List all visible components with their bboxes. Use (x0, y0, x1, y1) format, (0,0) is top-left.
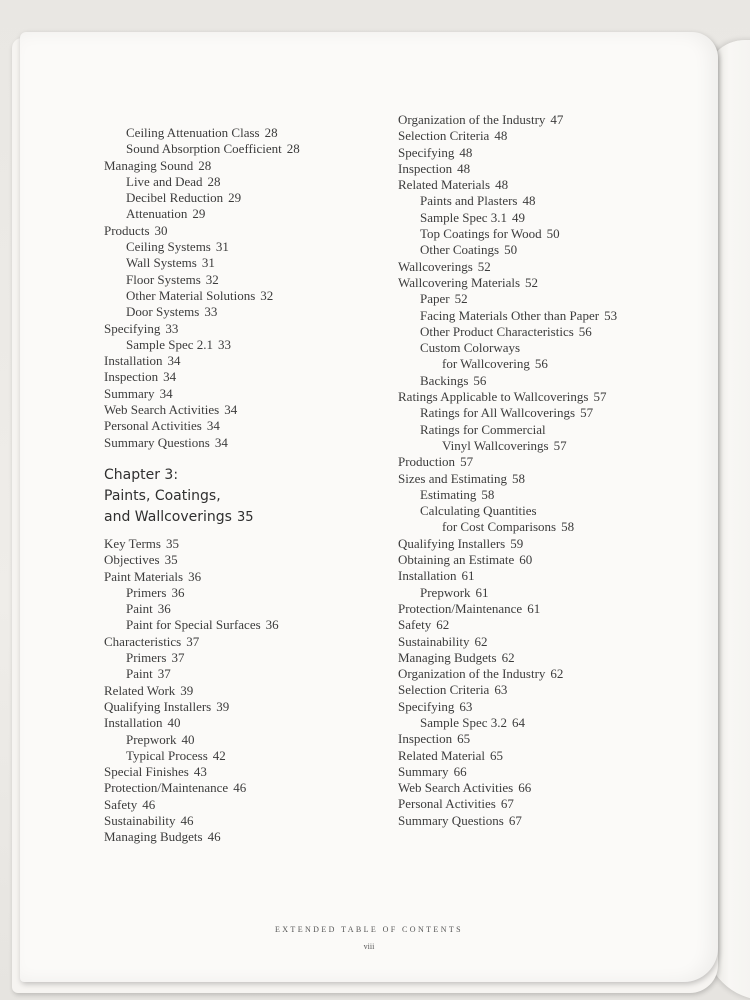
toc-entry-title: Special Finishes (104, 764, 189, 780)
toc-entry-page-number: 50 (546, 226, 560, 242)
toc-entry-page-number: 57 (593, 389, 607, 405)
toc-entry (398, 536, 698, 552)
toc-entry (398, 699, 698, 715)
toc-entry-title: Managing Budgets (104, 829, 203, 845)
toc-entry (398, 161, 698, 177)
toc-entry-title: Paints and Plasters (420, 193, 518, 209)
toc-entry (104, 418, 384, 434)
toc-entry-page-number: 34 (163, 369, 177, 385)
toc-entry (398, 389, 698, 405)
toc-entry (398, 650, 698, 666)
toc-entry-title: Managing Sound (104, 157, 194, 173)
toc-entry-title: Other Coatings (420, 242, 500, 258)
toc-entry (398, 422, 698, 438)
toc-entry-title: Sample Spec 3.1 (420, 209, 508, 225)
toc-entry (104, 813, 384, 829)
toc-entry-title: Ceiling Attenuation Class (126, 125, 260, 140)
toc-entry-page-number: 37 (186, 633, 200, 649)
toc-entry-title: Ratings for All Wallcoverings (420, 405, 576, 421)
toc-entry (104, 797, 384, 813)
toc-entry (104, 715, 384, 731)
toc-entry-title: Personal Activities (104, 418, 202, 434)
toc-entry-title: Backings (420, 372, 469, 388)
toc-entry (104, 829, 384, 845)
toc-entry (104, 337, 384, 353)
toc-entry (398, 682, 698, 698)
toc-section-before-chapter (104, 125, 384, 451)
toc-entry (104, 402, 384, 418)
toc-entry-page-number: 28 (198, 157, 212, 173)
toc-entry (104, 288, 384, 304)
toc-entry-title: Managing Budgets (398, 649, 497, 665)
toc-entry (398, 210, 698, 226)
toc-entry (104, 435, 384, 451)
toc-entry (104, 780, 384, 796)
toc-entry (104, 223, 384, 239)
chapter-heading (104, 465, 384, 528)
toc-entry (104, 666, 384, 682)
toc-entry-page-number: 43 (193, 764, 207, 780)
toc-entry (104, 255, 384, 271)
toc-entry-title: Door Systems (126, 304, 200, 320)
toc-entry (104, 190, 384, 206)
toc-entry-title: Installation (104, 715, 163, 731)
toc-entry (398, 780, 698, 796)
toc-entry (398, 471, 698, 487)
toc-entry (104, 617, 384, 633)
toc-entry-page-number: 29 (228, 190, 242, 206)
chapter-title-text: and Wallcoverings (104, 508, 232, 525)
toc-entry-page-number: 58 (512, 470, 526, 486)
toc-entry-page-number: 39 (180, 682, 194, 698)
toc-entry-page-number: 52 (454, 291, 468, 307)
toc-entry (104, 764, 384, 780)
toc-entry (398, 275, 698, 291)
toc-entry-page-number: 57 (553, 437, 567, 453)
toc-entry-title: Related Work (104, 682, 176, 698)
toc-entry-page-number: 63 (494, 682, 508, 698)
toc-entry-title: Paint (126, 601, 153, 617)
toc-entry-title: Calculating Quantities (420, 503, 537, 519)
toc-entry-page-number: 48 (495, 177, 509, 193)
toc-entry-title: Paint Materials (104, 568, 184, 584)
toc-entry-title: Sustainability (104, 812, 176, 828)
toc-entry-page-number: 36 (157, 601, 171, 617)
toc-entry-title: Sustainability (398, 633, 470, 649)
toc-entry (398, 308, 698, 324)
toc-entry-page-number: 40 (167, 715, 181, 731)
toc-entry-page-number: 65 (490, 747, 503, 763)
toc-entry-page-number: 31 (201, 255, 215, 271)
toc-entry-title: Installation (398, 568, 457, 584)
toc-entry-page-number: 62 (474, 633, 488, 649)
toc-entry-page-number: 61 (461, 568, 475, 584)
toc-entry-title: Inspection (398, 731, 453, 747)
toc-left-column (104, 125, 384, 846)
toc-entry-page-number: 34 (167, 353, 181, 369)
toc-entry-page-number: 56 (534, 356, 548, 372)
toc-entry-page-number: 34 (224, 402, 238, 418)
toc-entry (104, 683, 384, 699)
toc-entry-page-number: 46 (142, 796, 156, 812)
toc-entry-page-number: 66 (453, 763, 467, 779)
toc-entry-title: Web Search Activities (104, 402, 220, 418)
toc-entry (398, 145, 698, 161)
toc-entry-title: Paint (126, 666, 153, 682)
toc-entry-page-number: 46 (180, 812, 194, 828)
toc-entry-page-number: 42 (212, 747, 226, 763)
toc-entry (398, 438, 698, 454)
toc-entry-title: Production (398, 454, 456, 470)
toc-entry-page-number: 58 (481, 486, 495, 502)
toc-entry-title: Obtaining an Estimate (398, 552, 515, 568)
toc-entry-title: Decibel Reduction (126, 190, 224, 206)
toc-entry-title: Related Material (398, 747, 485, 763)
toc-entry-title: Primers (126, 584, 167, 600)
toc-entry (104, 634, 384, 650)
chapter-page-number: 35 (236, 509, 254, 525)
toc-right-column (398, 112, 698, 829)
toc-entry-title: Live and Dead (126, 173, 203, 189)
toc-entry-page-number: 52 (477, 258, 491, 274)
toc-entry-page-number: 56 (578, 323, 592, 339)
toc-entry (398, 552, 698, 568)
toc-entry-page-number: 62 (501, 649, 515, 665)
toc-entry-page-number: 60 (519, 552, 533, 568)
toc-entry-title: Related Materials (398, 177, 491, 193)
toc-entry-title: Vinyl Wallcoverings (442, 437, 549, 453)
toc-entry-page-number: 36 (265, 617, 279, 633)
toc-entry-title: Sound Absorption Coefficient (126, 141, 282, 157)
toc-entry-title: Selection Criteria (398, 682, 490, 698)
toc-entry-page-number: 29 (192, 206, 206, 222)
toc-entry-title: Qualifying Installers (398, 535, 506, 551)
toc-entry-page-number: 48 (494, 128, 508, 144)
toc-entry-title: Products (104, 222, 150, 238)
toc-entry (398, 242, 698, 258)
toc-entry (398, 666, 698, 682)
toc-entry-title: Objectives (104, 552, 160, 568)
toc-entry (104, 174, 384, 190)
toc-entry-page-number: 37 (171, 650, 185, 666)
toc-entry-title: Sample Spec 3.2 (420, 714, 508, 730)
toc-entry-title: Summary Questions (104, 434, 210, 450)
toc-entry (104, 272, 384, 288)
toc-entry-page-number: 28 (286, 141, 300, 157)
toc-entry-title: Protection/Maintenance (104, 780, 229, 796)
toc-entry-page-number: 61 (527, 600, 541, 616)
toc-entry-page-number: 63 (459, 698, 473, 714)
toc-entry-page-number: 66 (518, 780, 532, 796)
toc-entry (398, 503, 698, 519)
toc-entry-title: Selection Criteria (398, 128, 490, 144)
toc-entry-page-number: 35 (164, 552, 178, 568)
toc-entry-title: Wallcoverings (398, 258, 473, 274)
toc-entry-page-number: 34 (159, 385, 173, 401)
toc-entry-page-number: 46 (207, 829, 221, 845)
toc-entry-page-number: 40 (181, 731, 195, 747)
toc-entry-page-number: 47 (550, 112, 564, 127)
toc-entry-title: Specifying (398, 698, 455, 714)
toc-entry (104, 569, 384, 585)
toc-entry-title: Ratings Applicable to Wallcoverings (398, 389, 589, 405)
toc-entry (104, 536, 384, 552)
toc-entry (398, 585, 698, 601)
toc-entry-page-number: 67 (500, 796, 514, 812)
toc-entry-title: Protection/Maintenance (398, 600, 523, 616)
toc-entry-page-number: 67 (508, 812, 522, 828)
toc-entry-page-number: 32 (205, 271, 219, 287)
toc-entry (398, 796, 698, 812)
toc-entry (104, 650, 384, 666)
toc-entry-page-number: 34 (214, 434, 228, 450)
toc-entry (398, 617, 698, 633)
toc-entry (398, 813, 698, 829)
toc-entry-title: Inspection (104, 369, 159, 385)
toc-entry-title: Paint for Special Surfaces (126, 617, 261, 633)
toc-entry-page-number: 36 (188, 568, 202, 584)
toc-entry-title: Sample Spec 2.1 (126, 336, 214, 352)
toc-entry-page-number: 58 (561, 519, 575, 535)
toc-entry (398, 128, 698, 144)
toc-entry-page-number: 35 (165, 535, 179, 551)
toc-entry-title: Specifying (104, 320, 161, 336)
toc-entry-title: Wallcovering Materials (398, 274, 521, 290)
toc-entry-title: Prepwork (420, 584, 471, 600)
toc-entry-title: Top Coatings for Wood (420, 226, 542, 242)
toc-entry-page-number: 62 (550, 666, 564, 682)
toc-entry-title: Attenuation (126, 206, 188, 222)
toc-entry-page-number: 46 (233, 780, 247, 796)
toc-entry (398, 715, 698, 731)
toc-entry-page-number: 49 (512, 209, 526, 225)
chapter-title-line2 (104, 507, 384, 528)
toc-entry (398, 112, 698, 128)
toc-entry-page-number: 48 (457, 160, 471, 176)
toc-entry (398, 519, 698, 535)
toc-entry (104, 601, 384, 617)
toc-entry-title: Characteristics (104, 633, 182, 649)
toc-entry-page-number: 57 (580, 405, 594, 421)
toc-entry-title: Specifying (398, 144, 455, 160)
toc-entry (104, 386, 384, 402)
toc-entry-page-number: 39 (216, 698, 230, 714)
toc-entry (104, 321, 384, 337)
running-footer-title: EXTENDED TABLE OF CONTENTS (274, 925, 464, 934)
toc-entry-page-number: 33 (204, 304, 218, 320)
toc-entry (398, 193, 698, 209)
toc-entry-title: Qualifying Installers (104, 698, 212, 714)
toc-entry-page-number: 34 (206, 418, 220, 434)
toc-entry-page-number: 33 (218, 336, 232, 352)
toc-entry (104, 552, 384, 568)
toc-entry-title: Typical Process (126, 747, 208, 763)
toc-entry (104, 158, 384, 174)
toc-entry-page-number: 48 (459, 144, 473, 160)
toc-entry (398, 259, 698, 275)
toc-entry-page-number: 56 (473, 372, 487, 388)
toc-entry-title: Inspection (398, 160, 453, 176)
toc-entry-page-number: 36 (171, 584, 185, 600)
toc-entry-title: Installation (104, 353, 163, 369)
toc-entry (104, 585, 384, 601)
toc-entry-title: Other Product Characteristics (420, 323, 574, 339)
toc-entry (398, 634, 698, 650)
toc-entry (398, 405, 698, 421)
toc-entry (104, 732, 384, 748)
toc-entry (104, 206, 384, 222)
toc-entry (398, 373, 698, 389)
toc-entry-page-number: 28 (207, 173, 221, 189)
toc-entry-title: Summary Questions (398, 812, 504, 828)
toc-entry-page-number: 62 (436, 617, 450, 633)
toc-entry (398, 764, 698, 780)
toc-entry-title: Other Material Solutions (126, 287, 256, 303)
toc-entry-title: Summary (104, 385, 155, 401)
toc-entry-page-number: 48 (522, 193, 536, 209)
toc-entry-title: Summary (398, 763, 449, 779)
toc-entry-title: Wall Systems (126, 255, 197, 271)
toc-entry-page-number: 65 (457, 731, 471, 747)
toc-entry-page-number: 53 (604, 307, 618, 323)
toc-entry (398, 340, 698, 356)
chapter-number: Chapter 3: (104, 466, 179, 483)
toc-entry (104, 141, 384, 157)
toc-entry-title: Facing Materials Other than Paper (420, 307, 600, 323)
toc-entry-title: Safety (398, 617, 432, 633)
toc-entry (398, 731, 698, 747)
toc-entry-title: for Wallcovering (442, 356, 530, 372)
toc-entry (104, 239, 384, 255)
toc-entry (104, 748, 384, 764)
toc-entry (398, 226, 698, 242)
folio-page-number: viii (363, 942, 375, 951)
toc-entry (398, 568, 698, 584)
toc-entry-title: for Cost Comparisons (442, 519, 557, 535)
toc-entry (398, 356, 698, 372)
toc-entry (398, 454, 698, 470)
toc-entry-page-number: 59 (510, 535, 524, 551)
toc-entry-page-number: 30 (154, 222, 168, 238)
toc-entry (398, 177, 698, 193)
toc-entry (398, 291, 698, 307)
toc-entry-page-number: 32 (260, 287, 274, 303)
toc-entry-title: Safety (104, 796, 138, 812)
chapter-title-line1: Paints, Coatings, (104, 487, 221, 504)
toc-entry-title: Primers (126, 650, 167, 666)
toc-entry-title: Ratings for Commercial (420, 421, 546, 437)
toc-entry-page-number: 61 (475, 584, 489, 600)
toc-entry-page-number: 64 (512, 714, 526, 730)
toc-entry (104, 125, 384, 141)
toc-entry (398, 487, 698, 503)
toc-entry-page-number: 37 (157, 666, 171, 682)
toc-entry (104, 353, 384, 369)
toc-entry-title: Organization of the Industry (398, 666, 546, 682)
toc-entry-page-number: 28 (264, 125, 278, 140)
toc-entry (398, 601, 698, 617)
toc-entry-title: Estimating (420, 486, 477, 502)
toc-entry-title: Custom Colorways (420, 340, 521, 356)
toc-entry-title: Floor Systems (126, 271, 201, 287)
toc-entry-title: Prepwork (126, 731, 177, 747)
toc-entry (104, 699, 384, 715)
toc-entry (104, 304, 384, 320)
toc-entry-title: Ceiling Systems (126, 239, 211, 255)
toc-entry-title: Sizes and Estimating (398, 470, 508, 486)
toc-entry-title: Personal Activities (398, 796, 496, 812)
toc-section-after-chapter (104, 536, 384, 846)
toc-entry-page-number: 52 (525, 274, 539, 290)
toc-right-list (398, 112, 698, 829)
toc-entry (104, 369, 384, 385)
toc-entry-title: Key Terms (104, 535, 161, 551)
toc-entry-page-number: 50 (504, 242, 518, 258)
toc-entry-page-number: 57 (460, 454, 474, 470)
toc-entry-page-number: 31 (215, 239, 229, 255)
toc-entry (398, 324, 698, 340)
toc-entry-title: Organization of the Industry (398, 112, 546, 127)
book-page (20, 32, 718, 982)
toc-entry (398, 748, 698, 764)
toc-entry-page-number: 33 (165, 320, 179, 336)
toc-entry-title: Paper (420, 291, 450, 307)
toc-entry-title: Web Search Activities (398, 780, 514, 796)
